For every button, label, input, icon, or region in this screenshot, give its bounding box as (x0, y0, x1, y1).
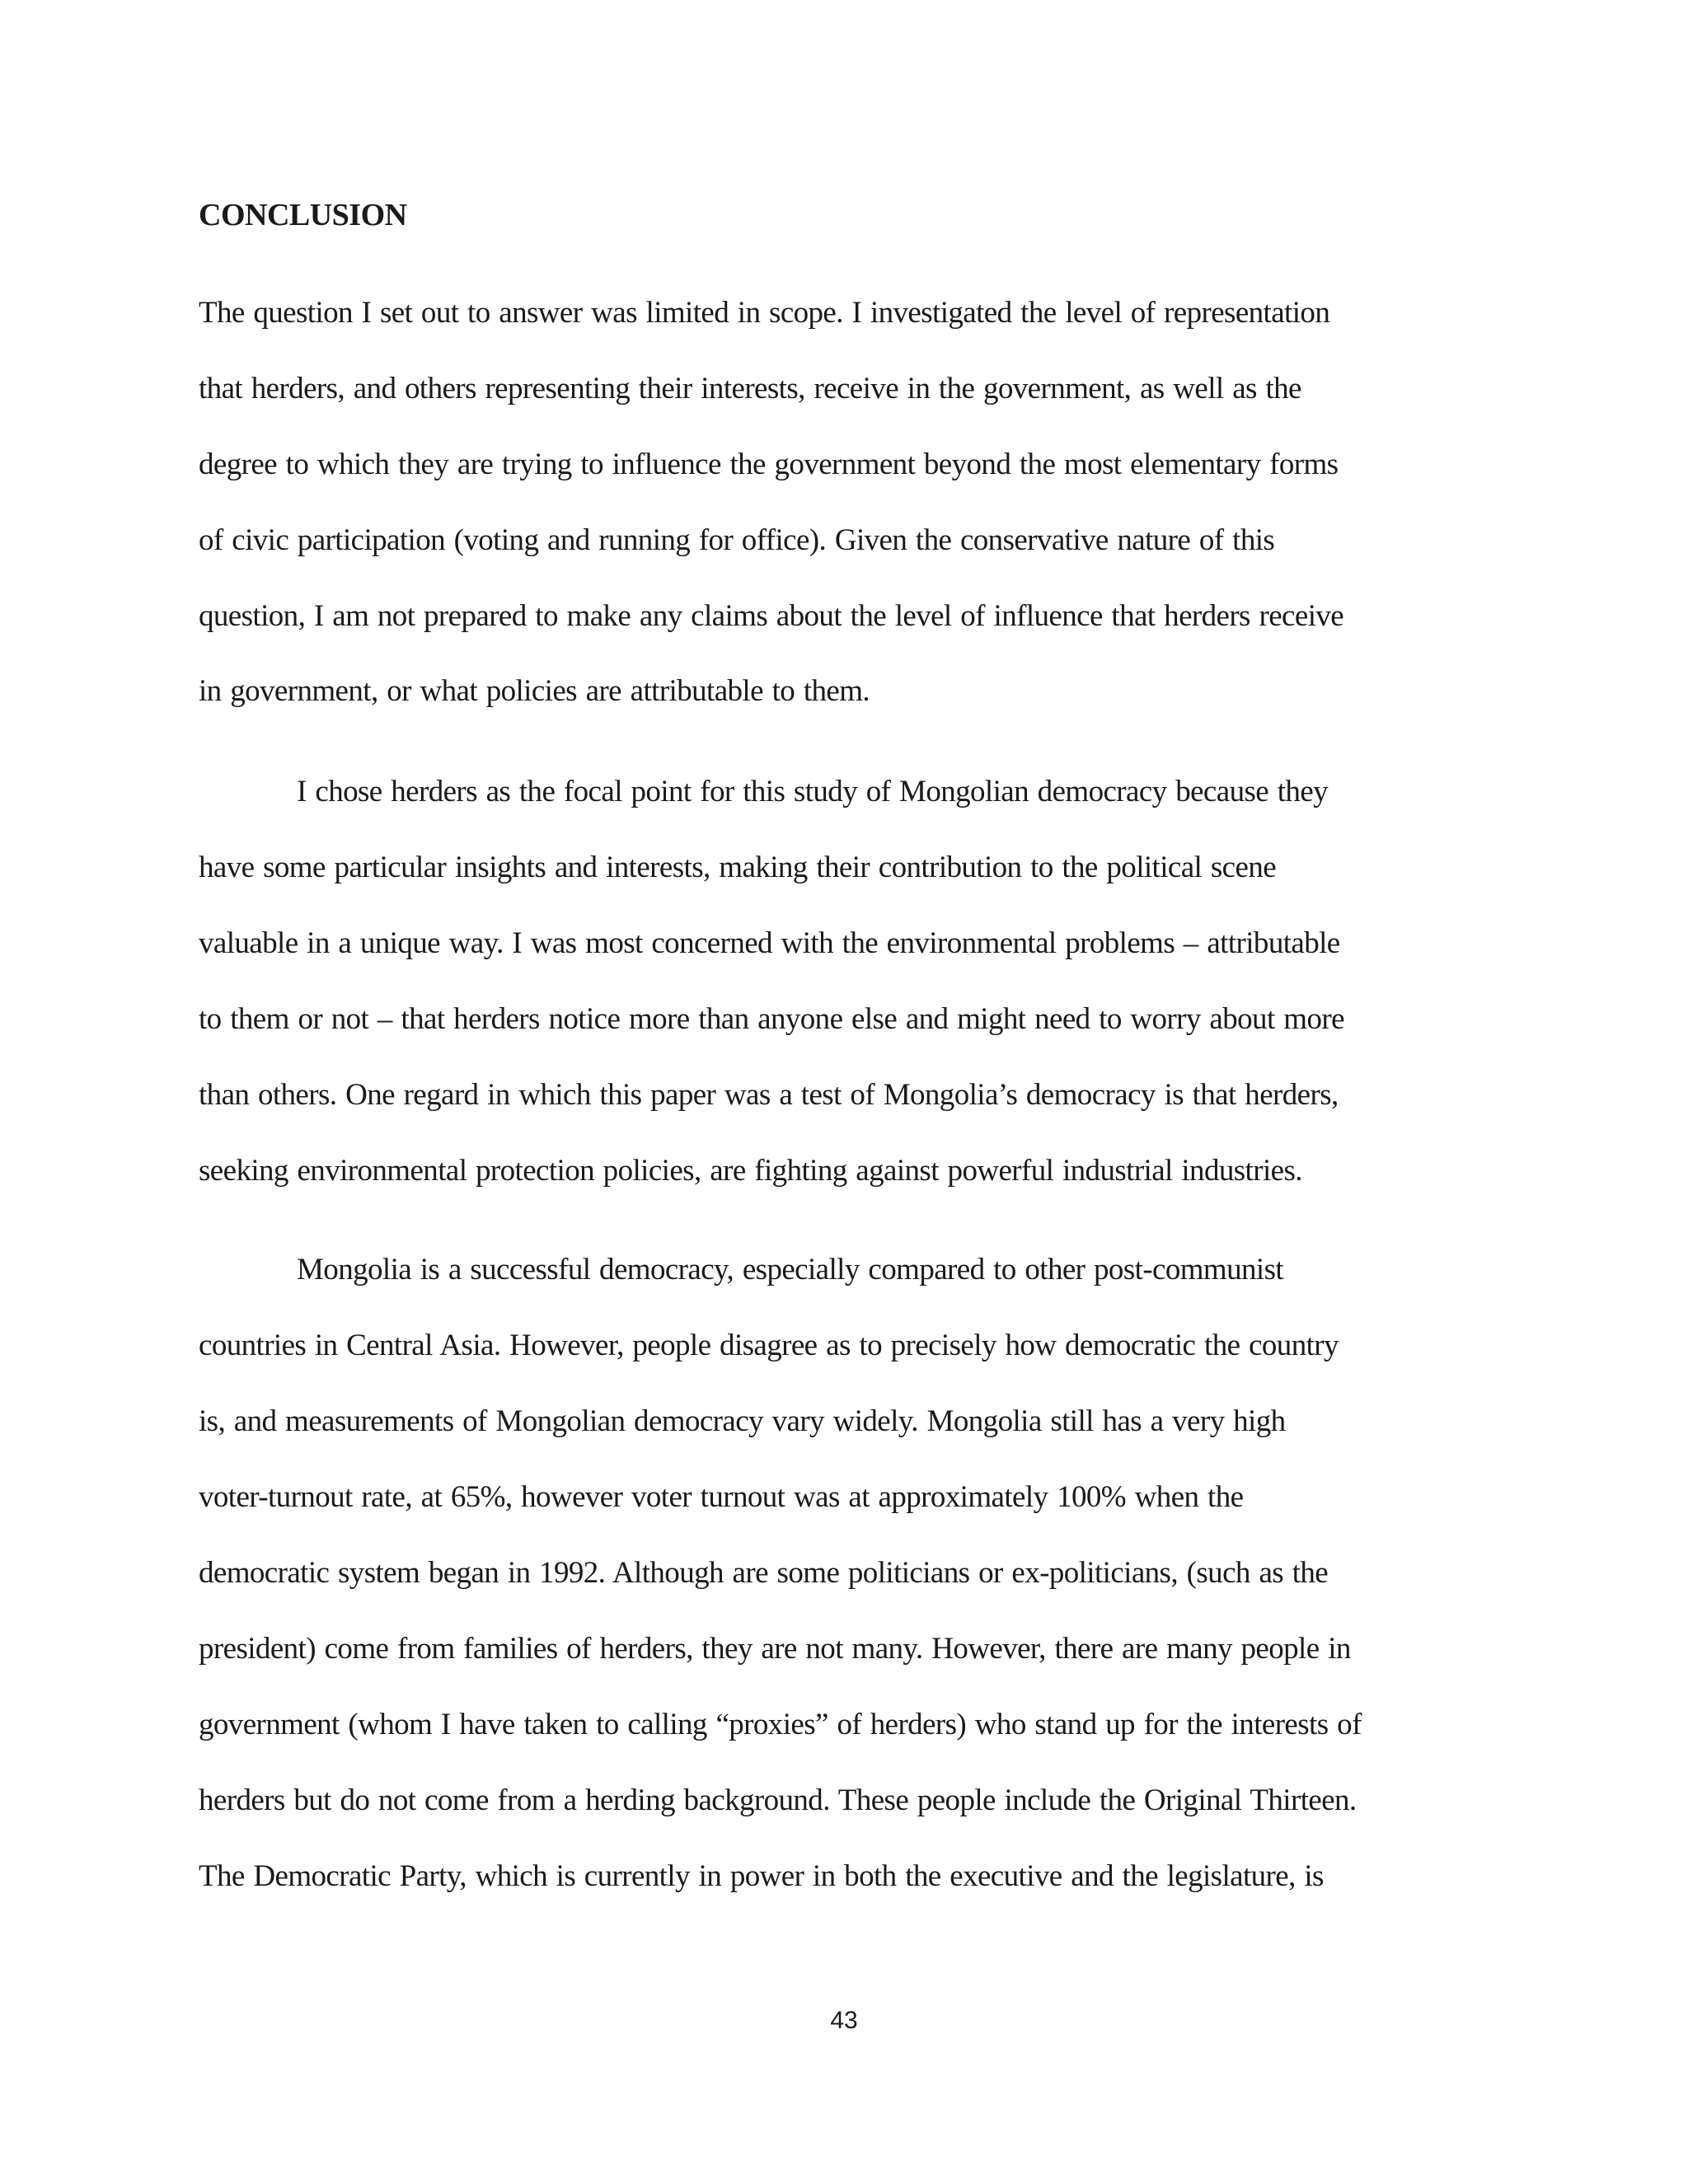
paragraph-3-line-3: is, and measurements of Mongolian democracy vary widely. Mongolia still has a very high (199, 1404, 1286, 1438)
paragraph-1-line-1: The question I set out to answer was limited in scope. I investigated the level of representation (199, 296, 1330, 330)
paragraph-2-line-3: valuable in a unique way. I was most concerned with the environmental problems – attributable (199, 926, 1340, 960)
paragraph-3-line-6: president) come from families of herders, they are not many. However, there are many people in (199, 1632, 1351, 1666)
paragraph-3-line-1: Mongolia is a successful democracy, especially compared to other post-communist (297, 1253, 1284, 1286)
paragraph-1-line-3: degree to which they are trying to influence the government beyond the most elementary forms (199, 448, 1339, 481)
paragraph-3-line-9: The Democratic Party, which is currently in power in both the executive and the legislature, is (199, 1859, 1324, 1893)
paragraph-3-line-5: democratic system began in 1992. Although are some politicians or ex-politicians, (such as the (199, 1556, 1329, 1590)
paragraph-1-line-6: in government, or what policies are attributable to them. (199, 674, 870, 708)
paragraph-2-line-4: to them or not – that herders notice more than anyone else and might need to worry about more (199, 1002, 1344, 1036)
paragraph-3-line-2: countries in Central Asia. However, people disagree as to precisely how democratic the country (199, 1329, 1339, 1362)
paragraph-1-line-2: that herders, and others representing their interests, receive in the government, as well as the (199, 372, 1301, 405)
paragraph-3-line-7: government (whom I have taken to calling “proxies” of herders) who stand up for the interests of (199, 1708, 1362, 1741)
paragraph-2-line-5: than others. One regard in which this paper was a test of Mongolia’s democracy is that herders, (199, 1078, 1339, 1112)
page-number: 43 (830, 2007, 858, 2034)
paragraph-2-line-1: I chose herders as the focal point for this study of Mongolian democracy because they (297, 775, 1329, 808)
paragraph-3-line-4: voter-turnout rate, at 65%, however voter turnout was at approximately 100% when the (199, 1480, 1244, 1514)
paragraph-1-line-5: question, I am not prepared to make any claims about the level of influence that herders receive (199, 599, 1344, 633)
paragraph-1-line-4: of civic participation (voting and running for office). Given the conservative nature of this (199, 523, 1275, 557)
section-heading: CONCLUSION (199, 198, 407, 232)
paragraph-2-line-6: seeking environmental protection policies, are fighting against powerful industrial industries. (199, 1154, 1302, 1188)
paragraph-3-line-8: herders but do not come from a herding background. These people include the Original Thirteen. (199, 1783, 1357, 1817)
paragraph-2-line-2: have some particular insights and interests, making their contribution to the political scene (199, 851, 1277, 884)
